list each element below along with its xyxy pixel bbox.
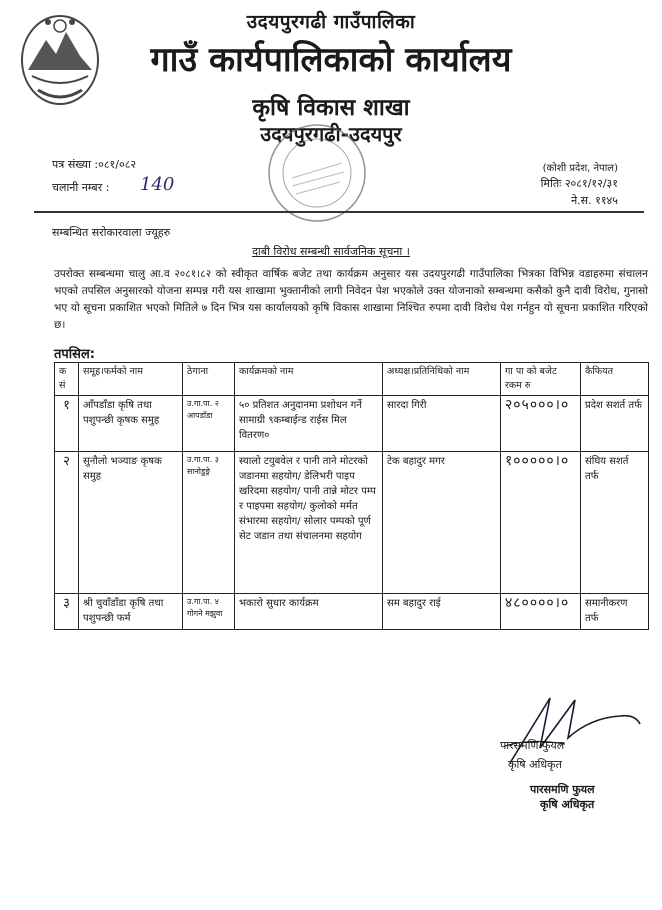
cell-sn: ३ <box>55 594 79 630</box>
cell-chair: सम बहादुर राई <box>383 594 501 630</box>
signatory-designation-stamp: कृषि अधिकृत <box>508 758 562 771</box>
cell-address: उ.गा.पा. ३ सानोडुङ्रे <box>183 452 235 594</box>
signatory-name-stamp: पारसमणि फुयल <box>500 739 565 752</box>
col-header-group: समूह।फर्मको नाम <box>79 363 183 396</box>
cell-address: उ.गा.पा. २ आपडाँडा <box>183 396 235 452</box>
signatory-name: पारसमणि फुयल <box>530 783 595 796</box>
cell-program: भकारो सुधार कार्यक्रम <box>235 594 383 630</box>
nepal-sambat-date: ने.स. ११४५ <box>571 194 618 207</box>
header-divider <box>34 211 644 213</box>
section-title: कृषि विकास शाखा <box>252 95 410 121</box>
cell-remark: समानीकरण तर्फ <box>581 594 649 630</box>
dispatch-number-handwritten: 140 <box>140 174 175 195</box>
cell-budget: १०००००।० <box>501 452 581 594</box>
office-address: उदयपुरगढी-उदयपुर <box>260 122 402 146</box>
cell-chair: सारदा गिरी <box>383 396 501 452</box>
col-header-chair: अध्यक्ष।प्रतिनिधिको नाम <box>383 363 501 396</box>
cell-remark: संघिय सशर्त तर्फ <box>581 452 649 594</box>
municipality-name: उदयपुरगढी गाउँपालिका <box>246 11 416 33</box>
cell-group: आँपडाँडा कृषि तथा पशुपन्छी कृषक समुह <box>79 396 183 452</box>
cell-group: सुनौलो भञ्याङ कृषक समुह <box>79 452 183 594</box>
letter-date: मितिः २०८१/१२/३१ <box>540 177 618 190</box>
notice-body: उपरोक्त सम्बन्धमा चालु आ.व २०८१।८२ को स्वीकृत वार्षिक बजेट तथा कार्यक्रम अनुसार यस उदयपुरगढी गाउँपालिका भित्रका विभिन्न वडाहरुमा संचालन भएको तपसिल अनुसारको योजना सम्पन्न गरी यस शाखामा भुक्तानीको लागी निवेदन पेश भएकोले उक्त योजनाको सम्बन्धमा कसैको कुनै दावी विरोध, गुनासो भए यो सूचना प्रकाशित भएको मितिले ७ दिन भित्र यस कार्यालयको कृषि विकास शाखामा निश्चित रुपमा दावी विरोध पेश गर्नहुन यो सूचना प्रकाशित गरिएको छ। <box>54 268 648 331</box>
col-header-remark: कैफियत <box>581 363 649 396</box>
cell-group: श्री चुवाँडाँडा कृषि तथा पशुपन्छी फर्म <box>79 594 183 630</box>
table-row <box>55 594 649 630</box>
col-header-program: कार्यक्रमको नाम <box>235 363 383 396</box>
cell-sn: २ <box>55 452 79 594</box>
cell-sn: १ <box>55 396 79 452</box>
cell-remark: प्रदेश सशर्त तर्फ <box>581 396 649 452</box>
office-title: गाउँ कार्यपालिकाको कार्यालय <box>150 40 512 80</box>
cell-budget: २०५०००।० <box>501 396 581 452</box>
signatory-designation: कृषि अधिकृत <box>540 798 595 811</box>
table-row <box>55 396 649 452</box>
project-table <box>54 362 649 630</box>
col-header-address: ठेगाना <box>183 363 235 396</box>
table-row <box>55 452 649 594</box>
table-header-row <box>55 363 649 396</box>
dispatch-number-label: चलानी नम्बर : <box>52 181 110 194</box>
details-label: तपसिल: <box>54 347 95 362</box>
addressee: सम्बन्धित सरोकारवाला ज्यूहरु <box>52 226 171 239</box>
cell-budget: ४८००००।० <box>501 594 581 630</box>
col-header-sn: क सं <box>55 363 79 396</box>
cell-program: ५० प्रतिशत अनुदानमा प्रशोधन गर्ने सामाग्री ९कम्बाईन्ड राईस मिल वितरण० <box>235 396 383 452</box>
province-label: (कोशी प्रदेश, नेपाल) <box>542 163 618 174</box>
cell-program: स्यालो टयुबवेल र पानी ताने मोटरको जडानमा सहयोग/ डेलिभरी पाइप खरिदमा सहयोग/ पानी तान्ने मोटर पम्प र पाइपमा सहयोग/ कुलोको मर्मत संभारमा सहयोग/ सोलार पम्पको पूर्ण सेट जडान तथा संचालनमा सहयोग <box>235 452 383 594</box>
reference-number: पत्र संख्या :०८१/०८२ <box>52 158 137 171</box>
notice-subject: दाबी विरोध सम्बन्धी सार्वजनिक सूचना । <box>252 245 410 258</box>
col-header-budget: गा पा को बजेट रकम रु <box>501 363 581 396</box>
cell-chair: टेक बहादुर मगर <box>383 452 501 594</box>
cell-address: उ.गा.पा. ४ गोगने मझुवा <box>183 594 235 630</box>
